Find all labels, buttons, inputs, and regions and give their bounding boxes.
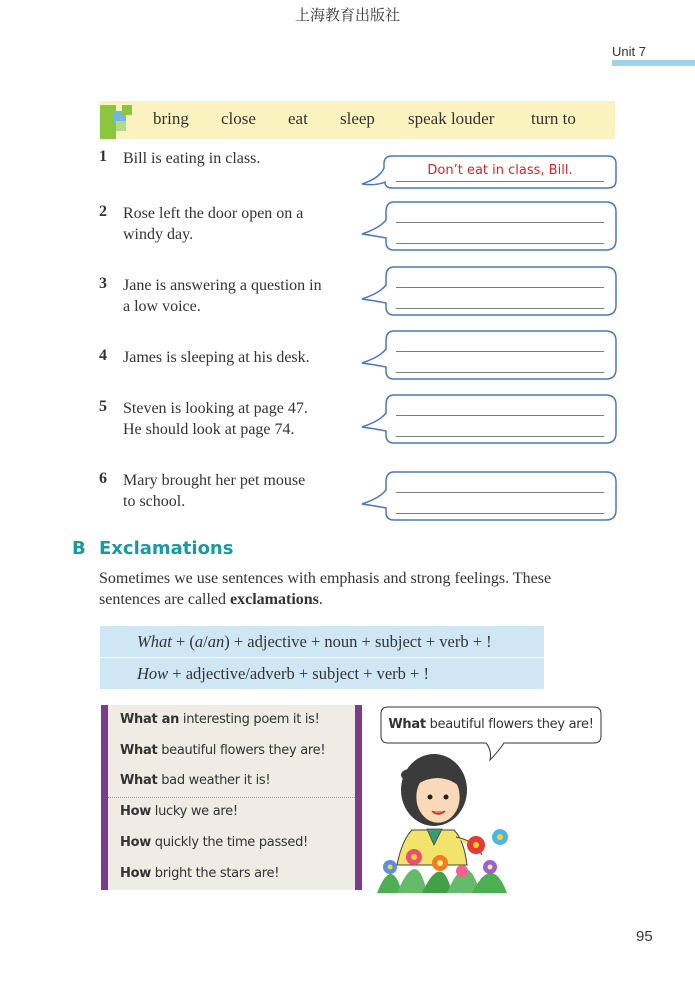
speech-bubble[interactable]	[358, 200, 618, 252]
example-sentence	[120, 866, 279, 881]
girl-speech-text	[380, 717, 602, 732]
speech-bubble[interactable]	[358, 265, 618, 317]
publisher-name: 上海教育出版社	[294, 6, 400, 24]
formula-article: a	[194, 632, 204, 651]
intro-line: Sometimes we use sentences with emphasis and strong feelings. These	[99, 570, 552, 587]
section-title: Exclamations	[99, 538, 234, 559]
girl-with-flowers-illustration	[372, 745, 522, 893]
word-bank-tiles-icon	[100, 101, 140, 141]
speech-bubble[interactable]	[358, 470, 618, 522]
formula-text: ) + adjective + noun + subject + verb + !	[224, 632, 492, 651]
intro-text: .	[318, 591, 323, 608]
example-sentence	[120, 712, 320, 727]
answer-line[interactable]	[396, 436, 604, 437]
example-rest: lucky we are!	[150, 804, 238, 819]
prompt-line: windy day.	[123, 226, 194, 243]
page-number: 95	[636, 928, 653, 945]
section-letter: B	[72, 538, 86, 559]
example-keyword: What an	[120, 712, 180, 727]
examples-divider	[108, 797, 355, 798]
exercise-prompt	[123, 470, 363, 512]
prompt-line: Bill is eating in class.	[123, 150, 261, 167]
intro-text: sentences are called	[99, 591, 231, 608]
example-sentence	[120, 804, 238, 819]
word-bank-item: eat	[288, 109, 308, 128]
exercise-number: 5	[99, 398, 107, 415]
word-bank-item: bring	[153, 109, 189, 128]
speech-bubble-outline	[358, 470, 618, 522]
example-rest: bad weather it is!	[157, 773, 271, 788]
example-sentence	[120, 743, 325, 758]
exercise-number: 3	[99, 275, 107, 292]
formula-text: + (	[171, 632, 195, 651]
answer-line[interactable]	[396, 308, 604, 309]
prompt-line: a low voice.	[123, 298, 201, 315]
word-bank-item: speak louder	[408, 109, 495, 128]
answer-text: Don’t eat in class, Bill.	[427, 163, 573, 178]
speech-bubble-outline	[358, 329, 618, 381]
speech-bubble	[358, 154, 618, 190]
example-rest: bright the stars are!	[150, 866, 280, 881]
speech-bubble[interactable]	[358, 329, 618, 381]
answer-line	[396, 181, 604, 182]
example-keyword: How	[120, 835, 151, 850]
word-bank-item: close	[221, 109, 256, 128]
formula-keyword: How	[137, 664, 169, 683]
unit-label: Unit 7	[612, 44, 646, 59]
formula-what	[100, 626, 544, 657]
speech-bubble[interactable]	[358, 393, 618, 445]
answer-line[interactable]	[396, 351, 604, 352]
examples-right-bar	[355, 705, 362, 890]
speech-bubble-outline	[358, 200, 618, 252]
example-rest: quickly the time passed!	[150, 835, 308, 850]
answer-line[interactable]	[396, 243, 604, 244]
example-keyword: What	[120, 773, 158, 788]
example-rest: interesting poem it is!	[179, 712, 320, 727]
prompt-line: He should look at page 74.	[123, 421, 295, 438]
girl-speech-bubble	[380, 706, 602, 744]
prompt-line: Steven is looking at page 47.	[123, 400, 308, 417]
formula-article: an	[207, 632, 225, 651]
unit-bar	[612, 60, 695, 66]
examples-left-bar	[101, 705, 108, 890]
example-keyword: How	[120, 866, 151, 881]
exercise-prompt	[123, 398, 363, 440]
speech-rest: beautiful flowers they are!	[425, 717, 594, 732]
answer-line[interactable]	[396, 372, 604, 373]
exercise-prompt	[123, 148, 363, 169]
answer-line[interactable]	[396, 287, 604, 288]
example-rest: beautiful flowers they are!	[157, 743, 326, 758]
prompt-line: Mary brought her pet mouse	[123, 472, 306, 489]
formula-how	[100, 658, 544, 689]
prompt-line: to school.	[123, 493, 186, 510]
examples-box	[101, 705, 362, 890]
exercise-number: 2	[99, 203, 107, 220]
prompt-line: Rose left the door open on a	[123, 205, 304, 222]
example-keyword: How	[120, 804, 151, 819]
exercise-number: 4	[99, 347, 107, 364]
answer-line[interactable]	[396, 513, 604, 514]
word-bank-item: sleep	[340, 109, 375, 128]
prompt-line: Jane is answering a question in	[123, 277, 322, 294]
exercise-prompt	[123, 275, 363, 317]
word-bank-item: turn to	[531, 109, 576, 128]
example-keyword: What	[120, 743, 158, 758]
formula-text: + adjective/adverb + subject + verb + !	[168, 664, 429, 683]
exercise-prompt	[123, 347, 363, 368]
word-bank	[100, 101, 615, 139]
exercise-prompt	[123, 203, 363, 245]
example-sentence	[120, 835, 308, 850]
formula-slash: /	[203, 632, 208, 651]
section-intro	[99, 568, 609, 610]
intro-keyword: exclamations	[230, 591, 319, 608]
formula-keyword: What	[137, 632, 172, 651]
exercise-number: 6	[99, 470, 107, 487]
speech-keyword: What	[388, 717, 426, 732]
answer-line[interactable]	[396, 415, 604, 416]
answer-line[interactable]	[396, 222, 604, 223]
speech-bubble-outline	[358, 265, 618, 317]
speech-bubble-outline	[358, 393, 618, 445]
answer-line[interactable]	[396, 492, 604, 493]
exercise-number: 1	[99, 148, 107, 165]
intro-line	[99, 589, 609, 610]
example-sentence	[120, 773, 270, 788]
prompt-line: James is sleeping at his desk.	[123, 349, 310, 366]
